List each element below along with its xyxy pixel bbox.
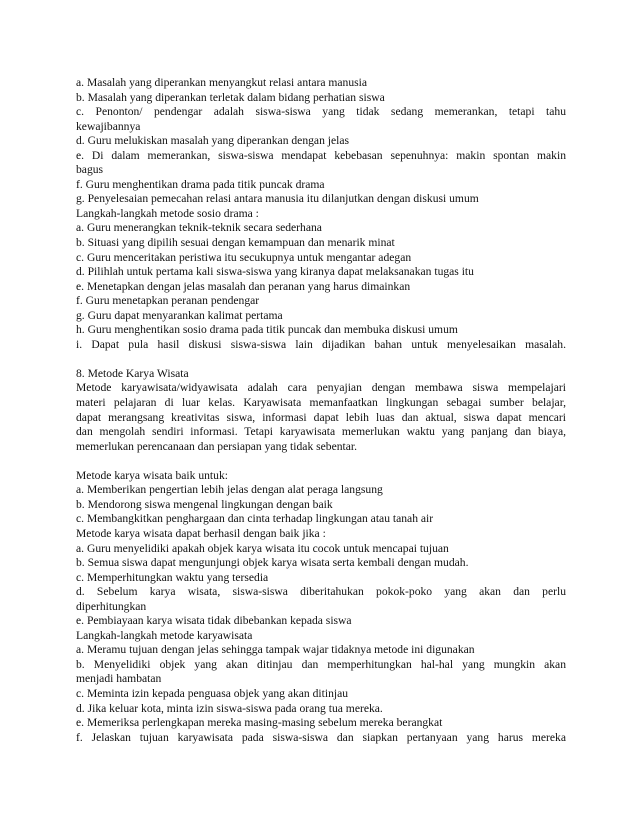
text-line: dan mengolah sendiri informasi. Tetapi karyawisata memerlukan waktu yang panjang dan biaya,: [76, 425, 566, 439]
text-line: diperhitungkan: [76, 599, 147, 613]
text-line: c. Meminta izin kepada penguasa objek yang akan ditinjau: [76, 686, 349, 700]
text-line: Langkah-langkah metode sosio drama :: [76, 206, 259, 220]
text-line: f. Guru menetapkan peranan pendengar: [76, 294, 260, 308]
text-line: bagus: [76, 163, 104, 177]
text-line: f. Jelaskan tujuan karyawisata pada siswa-siswa dan siapkan pertanyaan yang harus mereka: [76, 730, 566, 744]
text-line: a. Guru menyelidiki apakah objek karya wisata itu cocok untuk mencapai tujuan: [76, 541, 449, 555]
text-line: d. Sebelum karya wisata, siswa-siswa diberitahukan pokok-poko yang akan dan perlu: [76, 585, 566, 599]
text-line: a. Memberikan pengertian lebih jelas dengan alat peraga langsung: [76, 483, 383, 497]
paragraph-gap: [76, 454, 566, 469]
document-page: [76, 76, 566, 745]
text-line: e. Memeriksa perlengkapan mereka masing-masing sebelum mereka berangkat: [76, 716, 443, 730]
section-heading: 8. Metode Karya Wisata: [76, 366, 189, 380]
text-line: d. Guru melukiskan masalah yang diperankan dengan jelas: [76, 134, 350, 148]
paragraph-gap: [76, 352, 566, 367]
text-line: g. Guru dapat menyarankan kalimat pertama: [76, 308, 283, 322]
text-line: Metode karya wisata baik untuk:: [76, 468, 228, 482]
text-line: Langkah-langkah metode karyawisata: [76, 628, 253, 642]
karya-wisata-intro: [76, 367, 566, 454]
text-line: h. Guru menghentikan sosio drama pada titik puncak dan membuka diskusi umum: [76, 323, 458, 337]
text-line: c. Memperhitungkan waktu yang tersedia: [76, 570, 269, 584]
text-line: b. Mendorong siswa mengenal lingkungan dengan baik: [76, 497, 333, 511]
text-line: d. Jika keluar kota, minta izin siswa-siswa pada orang tua mereka.: [76, 701, 383, 715]
text-line: g. Penyelesaian pemecahan relasi antara manusia itu dilanjutkan dengan diskusi umum: [76, 192, 479, 206]
text-line: Metode karyawisata/widyawisata adalah cara penyajian dengan membawa siswa mempelajari: [76, 381, 566, 395]
text-line: materi pelajaran di luar kelas. Karyawisata memanfaatkan lingkungan sebagai sumber belajar,: [76, 396, 566, 410]
text-line: c. Membangkitkan penghargaan dan cinta terhadap lingkungan atau tanah air: [76, 512, 434, 526]
text-line: c. Penonton/ pendengar adalah siswa-siswa yang tidak sedang memerankan, tetapi tahu: [76, 105, 566, 119]
text-line: a. Guru menerangkan teknik-teknik secara sederhana: [76, 221, 322, 235]
text-line: a. Meramu tujuan dengan jelas sehingga tampak wajar tidaknya metode ini digunakan: [76, 643, 475, 657]
text-line: kewajibannya: [76, 119, 141, 133]
text-line: Metode karya wisata dapat berhasil dengan baik jika :: [76, 526, 326, 540]
text-line: b. Menyelidiki objek yang akan ditinjau dan memperhitungkan hal-hal yang mungkin akan: [76, 657, 566, 671]
text-line: f. Guru menghentikan drama pada titik puncak drama: [76, 177, 325, 191]
text-line: e. Pembiayaan karya wisata tidak dibebankan kepada siswa: [76, 614, 352, 628]
text-line: d. Pilihlah untuk pertama kali siswa-siswa yang kiranya dapat melaksanakan tugas itu: [76, 265, 474, 279]
text-line: a. Masalah yang diperankan menyangkut relasi antara manusia: [76, 76, 368, 89]
text-line: b. Semua siswa dapat mengunjungi objek karya wisata serta kembali dengan mudah.: [76, 556, 469, 570]
text-line: b. Masalah yang diperankan terletak dalam bidang perhatian siswa: [76, 90, 385, 104]
text-line: dapat merangsang kreativitas siswa, informasi dapat lebih luas dan aktual, siswa dapat mencari: [76, 410, 566, 424]
text-line: menjadi hambatan: [76, 672, 162, 686]
text-line: c. Guru menceritakan peristiwa itu secukupnya untuk mengantar adegan: [76, 250, 412, 264]
text-line: e. Di dalam memerankan, siswa-siswa mendapat kebebasan sepenuhnya: makin spontan makin: [76, 148, 566, 162]
text-line: memerlukan perencanaan dan persiapan yang tidak sebentar.: [76, 439, 358, 453]
text-line: b. Situasi yang dipilih sesuai dengan kemampuan dan menarik minat: [76, 236, 395, 250]
text-line: i. Dapat pula hasil diskusi siswa-siswa lain dijadikan bahan untuk menyelesaikan masalah.: [76, 337, 566, 351]
sosio-drama-section: [76, 76, 566, 352]
text-line: e. Menetapkan dengan jelas masalah dan peranan yang harus dimainkan: [76, 279, 411, 293]
karya-wisata-details: [76, 469, 566, 745]
